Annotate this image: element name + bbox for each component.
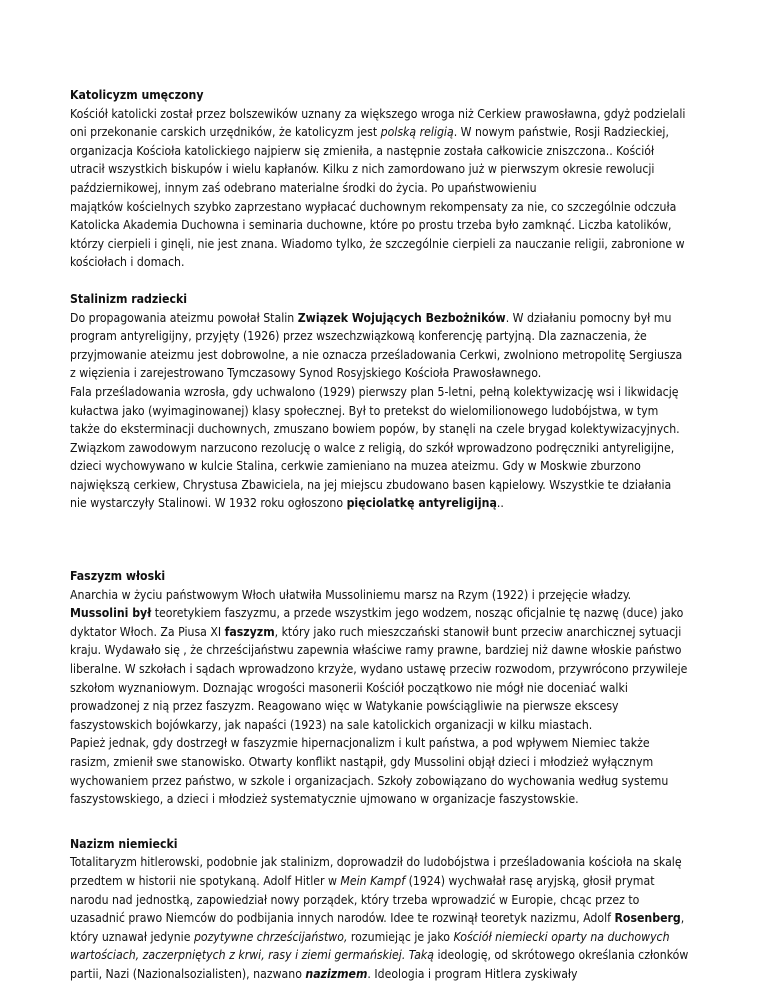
text-run: . Ideologia i program Hitlera zyskiwały: [367, 966, 578, 981]
section-heading: Nazizm niemiecki: [70, 836, 178, 851]
text-run: . W działaniu pomocny był mu program antyreligijny, przyjęty (1926) przez wszechzwiązkową konferencję partyjną. Dla zaznaczenia, że przyjmowanie ateizmu jest dobrowolne, a nie oznacza prześladowania Cerkwi, zwolniono metropolitę Sergiusza z więzienia i zarejestrowano Tymczasowy Synod Rosyjskiego Kościoła Prawosławnego.: [70, 310, 683, 381]
text-run: (1924) wychwałał rasę aryjską, głosił prymat narodu nad jednostką, zapowiedział nowy porządek, który trzeba wprowadzić w Europie, chcąc przez to uzasadnić prawo Niemców do podbijania innych narodów. Idee te rozwinął teoretyk nazizmu, Adolf: [70, 873, 655, 926]
text-run: Fala prześladowania wzrosła, gdy uchwalono (1929) pierwszy plan 5-letni, pełną kolektywizację wsi i likwidację kułactwa jako (wyimaginowanej) klasy społecznej. Był to pretekst do wielomilionowego ludobójstwa, w tym także do eksterminacji duchownych, zmuszano bowiem popów, by stanęli na czele brygad kolektywizacyjnych. Związkom zawodowym narzucono rezolucję o walce z religią, do szkół wprowadzono podręczniki antyreligijne, dzieci wychowywano w kulcie Stalina, cerkwie zamieniano na muzea ateizmu. Gdy w Moskwie zburzono największą cerkiew, Chrystusa Zbawiciela, na jej miejscu zbudowano basen kąpielowy. Wszystkie te działania nie wystarczyły Stalinowi. W 1932 roku ogłoszono: [70, 384, 680, 511]
text-run: ideologię, od skrótowego określania członków partii, Nazi (Nazionalsozialisten), nazwano: [70, 948, 689, 981]
paragraph: [70, 383, 690, 513]
section-heading: Katolicyzm umęczony: [70, 88, 204, 102]
text-run: ..: [496, 496, 504, 511]
section-stalinizm: [70, 290, 690, 513]
bold-text: faszyzm: [224, 624, 275, 639]
text-run: Kościół katolicki został przez bolszewików uznany za większego wroga niż Cerkiew prawosławna, gdyż podzielali oni przekonanie carskich urzędników, że katolicyzm jest: [70, 106, 686, 140]
text-run: rozumiejąc je jako: [347, 929, 454, 944]
document-page: [70, 86, 690, 984]
text-run: . W nowym państwie, Rosji Radzieckiej, organizacja Kościoła katolickiego najpierw się zmieniła, a następnie została całkowicie zniszczona.. Kościół utracił wszystkich biskupów i wielu kapłanów. Kilku z nich zamordowano już w pierwszym okresie rewolucji październikowej, innym zaś odebrano materialne środki do życia. Po upaństwowieniu: [70, 125, 669, 195]
italic-text: polską religią: [380, 125, 454, 140]
section-heading: Faszyzm włoski: [70, 569, 166, 584]
section-nazizm: [70, 835, 690, 984]
text-run: Do propagowania ateizmu powołał Stalin: [70, 310, 298, 325]
paragraph: Papież jednak, gdy dostrzegł w faszyzmie hipernacjonalizm i kult państwa, a pod wpływem Niemiec także rasizm, zmienił swe stanowisko. Otwarty konflikt nastąpił, gdy Mussolini objął dzieci i młodzież wyłącznym wychowaniem przez państwo, w szkole i organizacjach. Szkoły zobowiązano do wychowania według systemu faszystowskiego, a dzieci i młodzież systematycznie ujmowano w organizacje faszystowskie.: [70, 736, 669, 807]
paragraph: [70, 604, 690, 734]
bold-text: Związek Wojujących Bezbożników: [297, 310, 506, 325]
paragraph: [70, 853, 690, 983]
italic-text: Kościół niemiecki oparty na duchowych wartościach, zaczerpniętych z krwi, rasy i ziemi germańskiej. Taką: [70, 929, 670, 963]
section-faszyzm: [70, 567, 690, 809]
text-run: Totalitaryzm hitlerowski, podobnie jak stalinizm, doprowadził do ludobójstwa i prześladowania kościoła na skalę przedtem w historii nie spotykaną. Adolf Hitler w: [70, 855, 682, 888]
italic-text: pozytywne chrześcijaństwo,: [193, 929, 348, 944]
bold-italic-text: nazizmem: [305, 966, 368, 981]
bold-text: Mussolini był: [70, 606, 152, 621]
italic-text: Mein Kampf: [340, 873, 406, 888]
paragraph: Anarchia w życiu państwowym Włoch ułatwiła Mussoliniemu marsz na Rzym (1922) i przejęcie władzy.: [70, 587, 632, 602]
text-run: teoretykiem faszyzmu, a przede wszystkim jego wodzem, nosząc oficjalnie tę nazwę (duce) jako dyktator Włoch. Za Piusa XI: [70, 606, 684, 639]
text-run: , który jako ruch mieszczański stanowił bunt przeciw anarchicznej sytuacji kraju. Wydawało się , że chrześcijaństwu zapewnia właściwe ramy prawne, bardziej niż dawne włoskie państwo liberalne. W szkołach i sądach wprowadzono krzyże, wydano ustawę przeciw rozwodom, przywrócono przywileje szkołom wyznaniowym. Doznając wrogości masonerii Kościół początkowo nie mógł nie doceniać walki prowadzonej z nią przez faszyzm. Reagowano więc w Watykanie powściągliwie na pierwsze ekscesy faszystowskich bojówkarzy, jak napaści (1923) na sale katolickich organizacji w kilku miastach.: [70, 624, 688, 732]
section-heading: Stalinizm radziecki: [70, 291, 188, 306]
paragraph: majątków kościelnych szybko zaprzestano wypłacać duchownym rekompensaty za nie, co szczególnie odczuła Katolicka Akademia Duchowna i seminaria duchowne, które po prostu trzeba było zamknąć. Liczba katolików, którzy cierpieli i ginęli, nie jest znana. Wiadomo tylko, że szczególnie cierpieli za nauczanie religii, zabronione w kościołach i domach.: [70, 199, 685, 270]
paragraph: [70, 309, 690, 383]
text-run: , który uznawał jedynie: [70, 911, 685, 944]
bold-text: pięciolatkę antyreligijną: [346, 496, 497, 511]
paragraph: [70, 105, 690, 198]
bold-text: Rosenberg: [614, 911, 681, 926]
section-katolicyzm: [70, 86, 690, 272]
